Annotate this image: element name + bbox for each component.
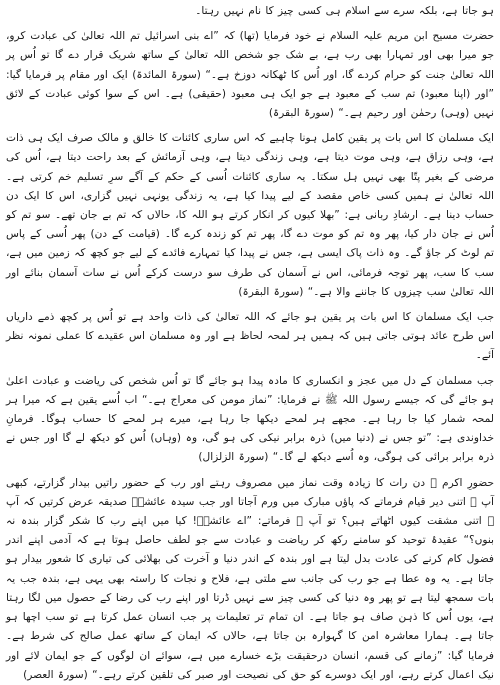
paragraph-creator-belief: ایک مسلمان کا اس بات پر یقین کامل ہونا چاہیے کہ اس ساری کائنات کا خالق و مالک صرف ایک ہی ذات ہے، وہی رزاق ہے، وہی موت دیتا ہے، وہی زندگی دیتا ہے، وہی آزمائش کے بعد راحت دیتا ہے، اُس کی مرضی کے بغیر پتّا بھی نہیں ہل سکتا۔ یہ ساری کائنات اُسی کے حکم کے آگے سرِ تسلیم خم کرتی ہے۔ اللہ تعالیٰ نے ہمیں کسی خاص مقصد کے لیے پیدا کیا ہے، یہ زندگی یونہی نہیں گزاری، اس کا ایک دن حساب دینا ہے۔ ارشادِ ربانی ہے: ”بھلا کیوں کر انکار کرتے ہو اللہ کا، حالاں کہ تم بے جان تھے۔ سو تم کو اُس نے جان دار کیا، پھر وہ تم کو موت دے گا، پھر تم کو زندہ کرے گا۔ (قیامت کے دن) پھر اُسی کے پاس تم لوٹ کر جاؤ گے۔ وہ ذات پاک ایسی ہے، جس نے پیدا کیا تمہارے فائدے کے لیے جو کچھ کہ زمین میں ہے، سب کا سب، پھر توجہ فرمائی، اس نے آسمان کی طرف سو درست کرکے اُس نے سات آسمان بنائے اور اللہ تعالیٰ سب چیزوں کا جاننے والا ہے۔“ (سورۃ البقرۃ) — [6, 132, 494, 298]
paragraph-prophet-example: حضورِ اکرم ﷺ دن رات کا زیادہ وقت نماز میں مصروف رہتے اور رب کے حضور راتیں بیدار گزارتے، کبھی آپ ﷺ اتنی دیر قیام فرماتے کہ پاؤں مبارک میں ورم آجاتا اور جب سیدہ عائشہؓ صدیقہ عرض کرتیں کہ آپ ﷺ اتنی مشقت کیوں اٹھاتے ہیں؟ تو آپ ﷺ فرماتے: ”اے عائشہؓ! کیا میں اپنے رب کا شکر گزار بندہ نہ بنوں؟“ عقیدۂ توحید کو سامنے رکھ کر ریاضت و عبادت سے جو لطف حاصل ہوتا ہے کہ آدمی اپنے اندر فضول کام کرنے کی عادت بدل لیتا ہے اور بندہ کے اندر دنیا و آخرت کی بھلائی کی تیاری کا شعور بیدار ہو جاتا ہے۔ یہ وہ عطا ہے جو رب کی جانب سے ملتی ہے، فلاح و نجات کا راستہ بھی یہی ہے، بندہ جب یہ بات سمجھ لیتا ہے تو پھر وہ دنیا کی کسی چیز سے نہیں ڈرتا اور اپنے رب کی رضا کے حصول میں لگا رہتا ہے، یوں اُس کا ذہن صاف ہو جاتا ہے۔ ان تمام تر تعلیمات پر جب انسان عمل کرتا ہے تو سب اچھا ہو جاتا ہے۔ ہمارا معاشرہ امن کا گہوارہ بن جاتا ہے، حالاں کہ ایمان کے ساتھ عمل صالح کی شرط ہے۔ فرمایا گیا: ”زمانے کی قسم، انسان درحقیقت بڑے خسارے میں ہے، سوائے ان لوگوں کے جو ایمان لائے اور نیک اعمال کرتے رہے، اور ایک دوسرے کو حق کی نصیحت اور صبر کی تلقین کرتے رہے۔“ (سورۃ العصر) — [6, 476, 494, 681]
paragraph-responsibilities: جب ایک مسلمان کا اس بات پر یقین ہو جائے کہ اللہ تعالیٰ کی ذات واحد ہے تو اُس پر کچھ ذمے داریاں اس طرح عائد ہوتی جاتی ہیں کہ ہمیں ہر لمحہ لحاظ ہے اور وہ مسلمان اس عقیدے کا عملی نمونہ نظر آئے۔ — [6, 311, 494, 362]
paragraph-intro: ہو جاتا ہے، بلکہ سرے سے اسلام ہی کسی چیز کا نام نہیں رہتا۔ — [195, 5, 494, 17]
paragraph-humility-worship: جب مسلمان کے دل میں عجز و انکساری کا مادہ پیدا ہو جائے گا تو اُس شخص کی ریاضت و عبادت اعلیٰ ہو جائے گی کہ جیسے رسول اللہ ﷺ نے فرمایا: ”نماز مومن کی معراج ہے۔“ اب اُسے یقین ہے کہ میرا ہر لمحہ شمار کیا جا رہا ہے۔ مجھے ہر لمحے دیکھا جا رہا ہے، میرے ہر لمحے کا حساب ہوگا۔ فرمانِ خداوندی ہے: ”تو جس نے (دنیا میں) ذرہ برابر نیکی کی ہو گی، وہ (وہاں) اُس کو دیکھ لے گا اور جس نے ذرہ برابر برائی کی ہوگی، وہ اُسے دیکھ لے گا۔“ (سورۃ الزلزال) — [6, 374, 494, 464]
paragraph-masih-quote: حضرت مسیح ابن مریم علیہ السلام نے خود فرمایا (تھا) کہ ”اے بنی اسرائیل تم اللہ تعالیٰ کی عبادت کرو، جو میرا بھی اور تمہارا بھی رب ہے، بے شک جو شخص اللہ تعالیٰ کے ساتھ شریک قرار دے گا تو اُس پر اللہ تعالیٰ جنت کو حرام کردے گا، اور اُس کا ٹھکانہ دوزخ ہے۔“ (سورۃ المائدۃ) ایک اور مقام پر فرمایا گیا: ”اور (اپنا معبود) تم سب کے معبود ہے جو ایک ہی معبود (حقیقی) ہے۔ اس کے سوا کوئی عبادت کے لائق نہیں (وہی) رحمٰن اور رحیم ہے۔“ (سورۃ البقرۃ) — [6, 30, 494, 120]
